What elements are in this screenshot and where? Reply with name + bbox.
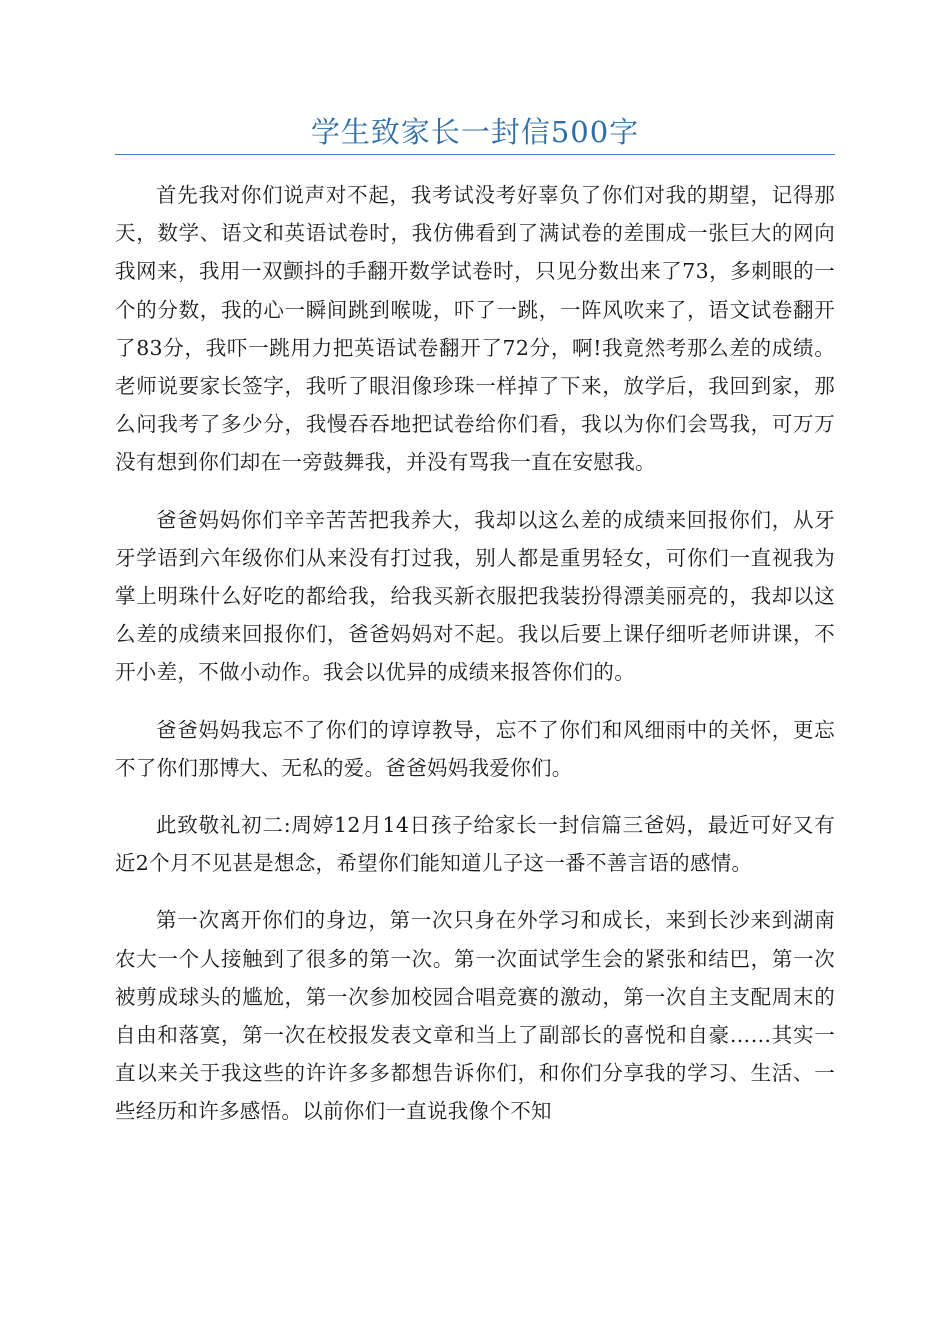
document-body <box>115 176 835 1150</box>
page-title: 学生致家长一封信500字 <box>310 115 640 149</box>
paragraph-5: 第一次离开你们的身边，第一次只身在外学习和成长，来到长沙来到湖南农大一个人接触到了很多的第一次。第一次面试学生会的紧张和结巴，第一次被剪成球头的尴尬，第一次参加校园合唱竞赛的激动，第一次自主支配周末的自由和落寞，第一次在校报发表文章和当上了副部长的喜悦和自豪……其实一直以来关于我这些的许许多多都想告诉你们，和你们分享我的学习、生活、一些经历和许多感悟。以前你们一直说我像个不知 <box>115 908 835 1124</box>
paragraph-4: 此致敬礼初二:周婷12月14日孩子给家长一封信篇三爸妈，最近可好又有近2个月不见甚是想念，希望你们能知道儿子这一番不善言语的感情。 <box>115 813 835 876</box>
paragraph-3: 爸爸妈妈我忘不了你们的谆谆教导，忘不了你们和风细雨中的关怀，更忘不了你们那博大、无私的爱。爸爸妈妈我爱你们。 <box>115 717 835 780</box>
paragraph-1: 首先我对你们说声对不起，我考试没考好辜负了你们对我的期望，记得那天，数学、语文和英语试卷时，我仿佛看到了满试卷的差围成一张巨大的网向我网来，我用一双颤抖的手翻开数学试卷时，只见分数出来了73，多刺眼的一个的分数，我的心一瞬间跳到喉咙，吓了一跳，一阵风吹来了，语文试卷翻开了83分，我吓一跳用力把英语试卷翻开了72分，啊!我竟然考那么差的成绩。老师说要家长签字，我听了眼泪像珍珠一样掉了下来，放学后，我回到家，那么问我考了多少分，我慢吞吞地把试卷给你们看，我以为你们会骂我，可万万没有想到你们却在一旁鼓舞我，并没有骂我一直在安慰我。 <box>115 183 835 475</box>
paragraph-2: 爸爸妈妈你们辛辛苦苦把我养大，我却以这么差的成绩来回报你们，从牙牙学语到六年级你们从来没有打过我，别人都是重男轻女，可你们一直视我为掌上明珠什么好吃的都给我，给我买新衣服把我装扮得漂美丽亮的，我却以这么差的成绩来回报你们，爸爸妈妈对不起。我以后要上课仔细听老师讲课，不开小差，不做小动作。我会以优异的成绩来报答你们的。 <box>115 507 835 685</box>
title-underline <box>115 154 835 155</box>
